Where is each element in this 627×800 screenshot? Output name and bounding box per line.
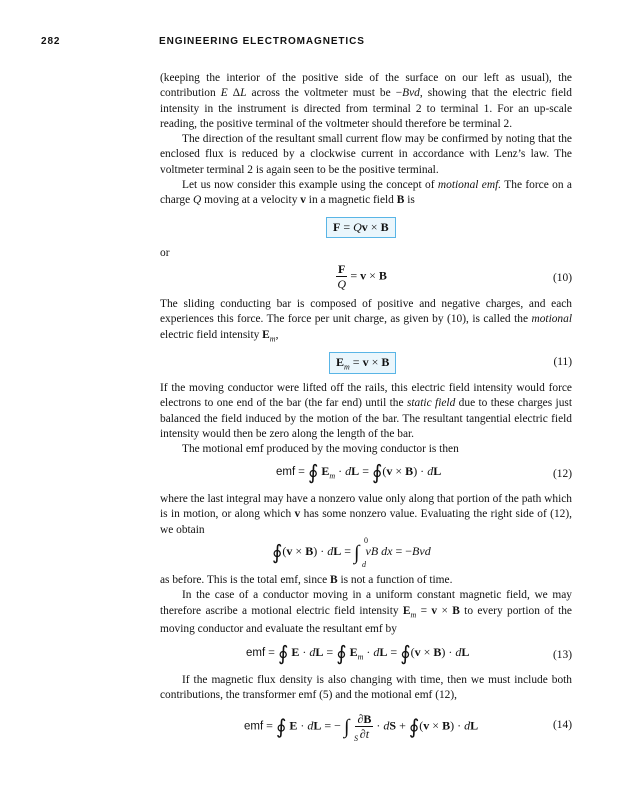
or-label: or: [160, 247, 170, 259]
equation-evaluation: ∮(v × B) · dL = ∫ 0 d vB dx = −Bvd: [272, 536, 431, 569]
equation-11-box: $E_m = v \times B$: [329, 352, 396, 374]
page-header: [41, 36, 586, 52]
equation-11: [160, 356, 572, 372]
paragraph-block-6: If the magnetic flux density is also changing with time, then we must include both contributions, the transformer emf (5) and the motional emf (12),: [160, 674, 572, 702]
paragraph-block-3: If the moving conductor were lifted off the rails, this electric field intensity would force electrons to one end of the bar (the far end) until the static field due to these charges just balanced the field induced by the motion of the bar. The resultant tangential electric field intensity would then be zero along the length of the bar. The motional emf produced by the moving conductor is then: [160, 382, 572, 456]
running-title: ENGINEERING ELECTROMAGNETICS: [159, 36, 365, 47]
paragraph-block-2: The sliding conducting bar is composed of positive and negative charges, and each experiences this force. The force per unit charge, as given by (10), is called the motional electric field intensity $E_m$,: [160, 298, 572, 343]
page-number: 282: [41, 36, 61, 47]
equation-force-box: F = Qv × B: [326, 217, 396, 238]
equation-13: emf = ∮ E · dL = ∮ $E_m$ · dL = ∮(v × B) · dL (13): [246, 643, 572, 665]
term-motional-emf: motional emf.: [437, 179, 502, 192]
paragraph-block-4: where the last integral may have a nonzero value only along that portion of the path which is in motion, or along which v has some nonzero value. Evaluating the right side of (12), we obtain: [160, 493, 572, 536]
equation-number-11: (11): [553, 356, 572, 368]
equation-number-14: (14): [553, 719, 572, 731]
paragraph-block-5: as before. This is the total emf, since B is not a function of time. In the case of a conductor moving in a uniform constant magnetic field, we may therefore ascribe a motional electric field intensity $E_m = v \times B$ to every portion of the moving conductor and evaluate the resultant emf by: [160, 574, 572, 636]
equation-number-10: (10): [553, 272, 572, 284]
equation-10: $\frac{F}{Q}$ = v × B (10): [337, 262, 572, 291]
equation-12: emf = ∮ $E_m$ · dL = ∮(v × B) · dL (12): [276, 462, 572, 484]
term-motional: motional: [531, 313, 572, 326]
equation-number-12: (12): [553, 468, 572, 480]
term-static-field: static field: [406, 397, 456, 410]
equation-number-13: (13): [553, 649, 572, 661]
paragraph-block-1: (keeping the interior of the positive side of the surface on our left as usual), the contribution E ΔL across the voltmeter must be −Bvd, showing that the electric field intensity in the instrument is directed from terminal 2 to terminal 1. For an up-scale reading, the positive terminal of the voltmeter should therefore be terminal 2. The direction of the resultant small current flow may be confirmed by noting that the enclosed flux is reduced by a clockwise current in accordance with Lenz’s law. The voltmeter terminal 2 is again seen to be the positive terminal. Let us now consider this example using the concept of motional emf. The force on a charge Q moving at a velocity v in a magnetic field B is: [160, 72, 572, 207]
equation-14: emf = ∮ E · dL = − ∫ S $\frac{\partial B}{\partial t}$ · dS + ∮(v × B) · dL (14): [244, 712, 572, 744]
